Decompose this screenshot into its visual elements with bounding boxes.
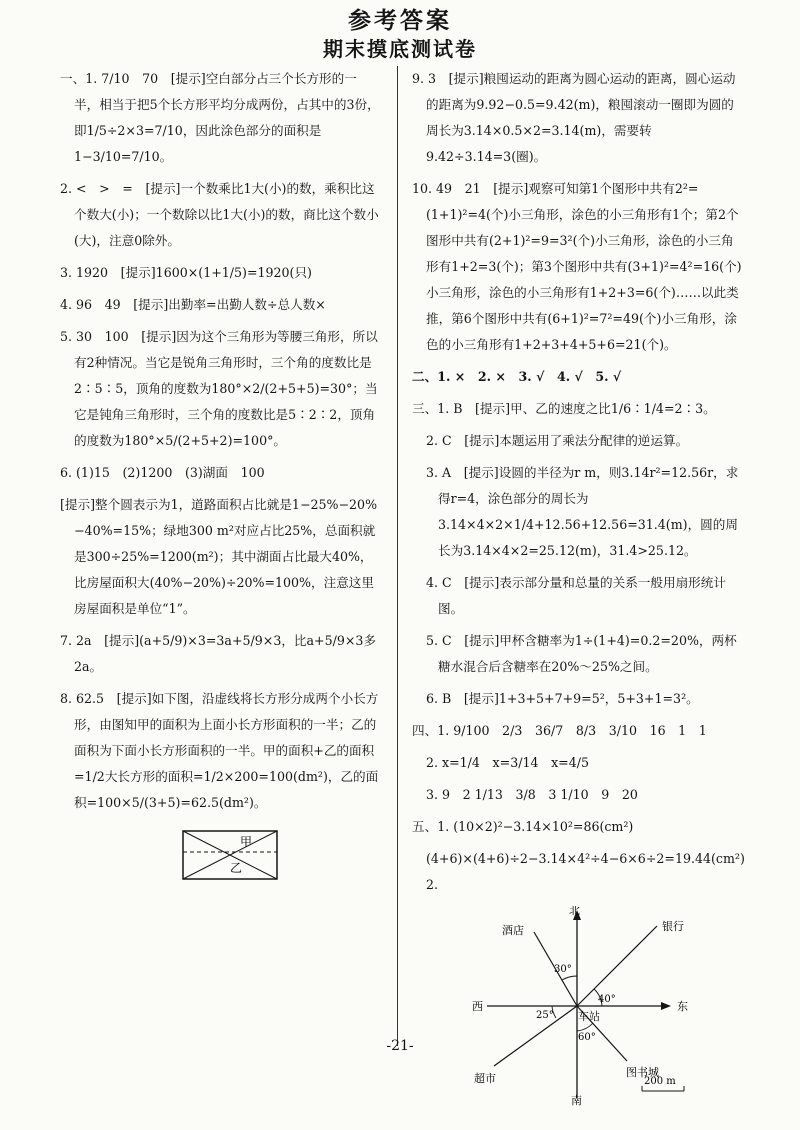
answer-1-1: 一、1. 7/10 70 [提示]空白部分占三个长方形的一半，相当于把5个长方形平均分成两份，占其中的3份，即1/5÷2×3=7/10，因此涂色部分的面积是1−3/10=7/10。 <box>60 71 380 164</box>
library-label: 图书城 <box>626 1066 659 1079</box>
bank-label: 银行 <box>662 920 684 933</box>
right-column <box>412 66 745 1115</box>
answer-3-1: 三、1. B [提示]甲、乙的速度之比1/6∶1/4=2∶3。 <box>412 401 716 416</box>
answer-3-4: 4. C [提示]表示部分量和总量的关系一般用扇形统计图。 <box>426 575 726 616</box>
column-divider <box>397 66 398 1046</box>
page-subtitle: 期末摸底测试卷 <box>323 37 477 61</box>
answer-1-7: 7. 2a [提示](a+5/9)×3=3a+5/9×3，比a+5/9×3多2a。 <box>60 633 376 674</box>
scale-label: 200 m <box>644 1076 676 1087</box>
answer-1-9: 9. 3 [提示]粮囤运动的距离为圆心运动的距离，圆心运动的距离为9.92−0.5=9.42(m)，粮囤滚动一圈即为圆的周长为3.14×0.5×2=3.14(m)，需要转9.42÷3.14=3(圈)。 <box>412 71 736 164</box>
angle-25-label: 25° <box>536 1010 554 1021</box>
answer-1-6: 6. (1)15 (2)1200 (3)湖面 100 <box>60 465 265 480</box>
angle-60-label: 60° <box>578 1032 596 1043</box>
answer-3-2: 2. C [提示]本题运用了乘法分配律的逆运算。 <box>426 433 689 448</box>
direction-map <box>452 906 702 1106</box>
answer-1-10: 10. 49 21 [提示]观察可知第1个图形中共有2²=(1+1)²=4(个)小三角形，涂色的小三角形有1个；第2个图形中共有(2+1)²=9=3²(个)小三角形，涂色的小三角形有1+2=3(个)；第3个图形中共有(3+1)²=4²=16(个)小三角形，涂色的小三角形有1+2+3=6(个)……以此类推，第6个图形中共有(6+1)²=7²=49(个)小三角形，涂色的小三角形有1+2+3+4+5+6=21(个)。 <box>412 181 742 352</box>
answer-4-2: 2. x=1/4 x=3/14 x=4/5 <box>426 755 589 770</box>
page-header <box>0 6 800 62</box>
answer-4-3: 3. 9 2 1/13 3/8 3 1/10 9 20 <box>426 787 638 802</box>
angle-40-label: 40° <box>598 994 616 1005</box>
page-title: 参考答案 <box>348 7 452 34</box>
answer-1-4: 4. 96 49 [提示]出勤率=出勤人数÷总人数× <box>60 297 326 312</box>
east-label: 东 <box>677 1000 688 1013</box>
north-label: 北 <box>569 906 580 917</box>
rectangle-figure <box>182 830 278 880</box>
answer-3-3: 3. A [提示]设圆的半径为r m，则3.14r²=12.56r，求得r=4，涂色部分的周长为3.14×4×2×1/4+12.56+12.56=31.4(m)，圆的周长为3.14×4×2=25.12(m)，31.4>25.12。 <box>426 465 739 558</box>
left-column <box>60 66 382 889</box>
answer-3-6: 6. B [提示]1+3+5+7+9=5²，5+3+1=3²。 <box>426 691 699 706</box>
answer-1-2: 2. < > = [提示]一个数乘比1大(小)的数，乘积比这个数大(小)；一个数除以比1大(小)的数，商比这个数小(大)，注意0除外。 <box>60 181 379 248</box>
figure-label-yi: 乙 <box>230 861 243 875</box>
figure-label-jia: 甲 <box>240 835 253 849</box>
answer-1-3: 3. 1920 [提示]1600×(1+1/5)=1920(只) <box>60 265 312 280</box>
answer-5-2: 2. <box>426 877 439 892</box>
section-2-answers: 二、1. × 2. × 3. √ 4. √ 5. √ <box>412 369 622 384</box>
answer-5-1: 五、1. (10×2)²−3.14×10²=86(cm²) <box>412 819 634 834</box>
hotel-label: 酒店 <box>502 924 524 937</box>
answer-1-6-hint: [提示]整个圆表示为1，道路面积占比就是1−25%−20%−40%=15%；绿地300 m²对应占比25%，总面积就是300÷25%=1200(m²)；其中湖面占比最大40%，比房屋面积大(40%−20%)÷20%=100%，注意这里房屋面积是单位“1”。 <box>60 497 378 616</box>
supermarket-label: 超市 <box>474 1072 496 1085</box>
answer-3-5: 5. C [提示]甲杯含糖率为1÷(1+4)=0.2=20%，两杯糖水混合后含糖率在20%～25%之间。 <box>426 633 737 674</box>
station-label: 车站 <box>578 1010 600 1023</box>
answer-1-5: 5. 30 100 [提示]因为这个三角形为等腰三角形，所以有2种情况。当它是锐角三角形时，三个角的度数比是2∶5∶5，顶角的度数为180°×2/(2+5+5)=30°；当它是钝角三角形时，三个角的度数比是5∶2∶2，顶角的度数为180°×5/(2+5+2)=100°。 <box>60 329 378 448</box>
page-number: -21- <box>386 1038 414 1054</box>
answer-1-8: 8. 62.5 [提示]如下图，沿虚线将长方形分成两个小长方形，由图知甲的面积为上面小长方形面积的一半；乙的面积为下面小长方形面积的一半。甲的面积+乙的面积=1/2大长方形的面积=1/2×200=100(dm²)，乙的面积=100×5/(3+5)=62.5(dm²)。 <box>60 691 379 810</box>
answer-4-1: 四、1. 9/100 2/3 36/7 8/3 3/10 16 1 1 <box>412 723 707 738</box>
south-label: 南 <box>571 1094 582 1106</box>
angle-30-label: 30° <box>554 964 572 975</box>
answer-5-1b: (4+6)×(4+6)÷2−3.14×4²÷4−6×6÷2=19.44(cm²) <box>426 851 745 866</box>
west-label: 西 <box>472 1000 483 1013</box>
